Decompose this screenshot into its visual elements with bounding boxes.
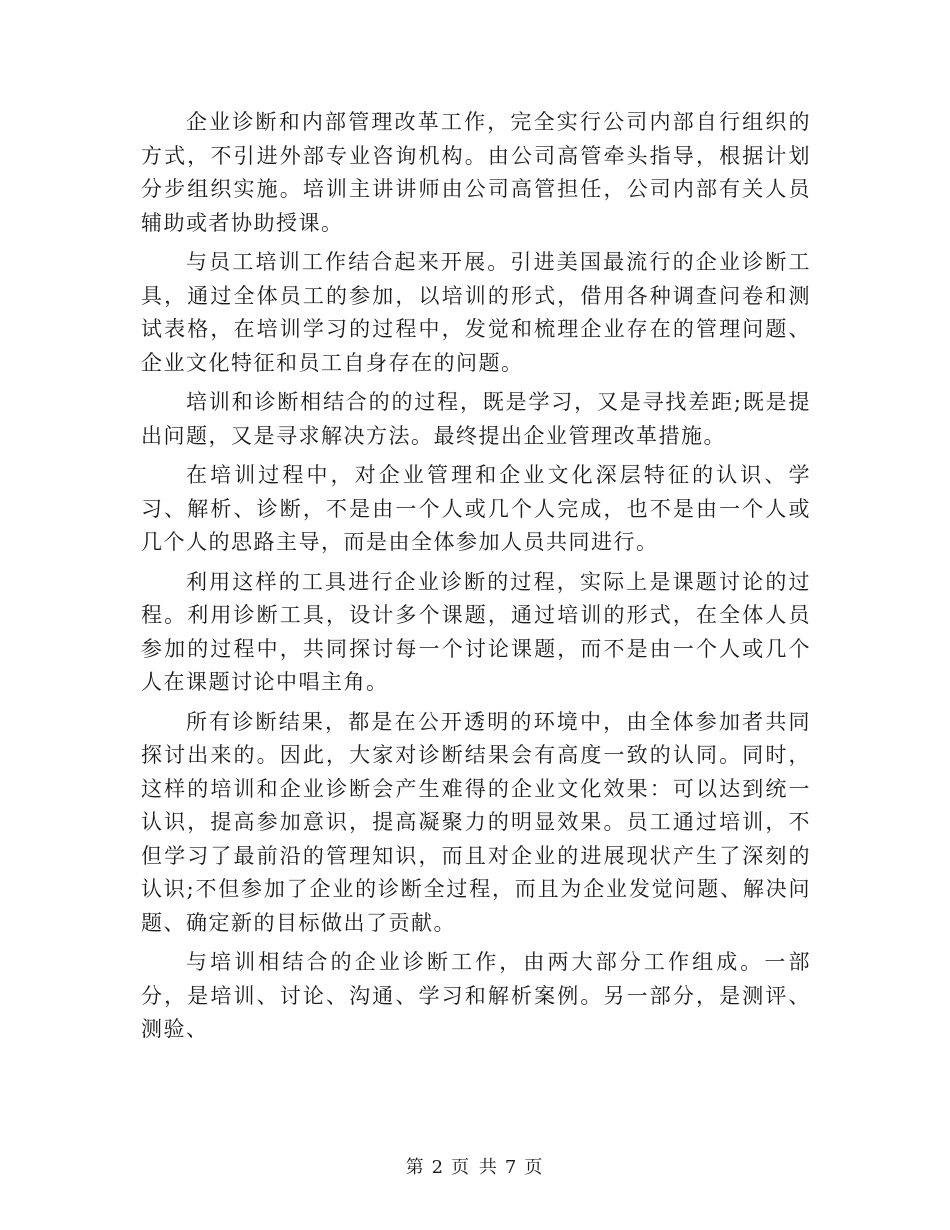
paragraph-6: 所有诊断结果，都是在公开透明的环境中，由全体参加者共同探讨出来的。因此，大家对诊断结果会有高度一致的认同。同时，这样的培训和企业诊断会产生难得的企业文化效果：可以达到统一认识，提高参加意识，提高凝聚力的明显效果。员工通过培训，不但学习了最前沿的管理知识，而且对企业的进展现状产生了深刻的认识;不但参加了企业的诊断全过程，而且为企业发觉问题、解决问题、确定新的目标做出了贡献。 <box>141 709 811 935</box>
footer-suffix: 页 <box>524 1157 545 1178</box>
paragraph-2: 与员工培训工作结合起来开展。引进美国最流行的企业诊断工具，通过全体员工的参加，以培训的形式，借用各种调查问卷和测试表格，在培训学习的过程中，发觉和梳理企业存在的管理问题、企业文化特征和员工自身存在的问题。 <box>141 250 811 375</box>
footer-total-pages: 7 <box>504 1157 519 1178</box>
document-body <box>141 106 811 1053</box>
paragraph-1: 企业诊断和内部管理改革工作，完全实行公司内部自行组织的方式，不引进外部专业咨询机构。由公司高管牵头指导，根据计划分步组织实施。培训主讲讲师由公司高管担任，公司内部有关人员辅助或者协助授课。 <box>141 110 811 235</box>
footer-middle: 页 共 <box>451 1157 499 1178</box>
footer-current-page: 2 <box>431 1157 446 1178</box>
paragraph-4: 在培训过程中，对企业管理和企业文化深层特征的认识、学习、解析、诊断，不是由一个人或几个人完成，也不是由一个人或几个人的思路主导，而是由全体参加人员共同进行。 <box>141 463 811 554</box>
footer-prefix: 第 <box>405 1157 426 1178</box>
paragraph-3: 培训和诊断相结合的的过程，既是学习，又是寻找差距;既是提出问题，又是寻求解决方法。最终提出企业管理改革措施。 <box>141 390 811 448</box>
page-number-footer <box>0 1153 950 1179</box>
paragraph-5: 利用这样的工具进行企业诊断的过程，实际上是课题讨论的过程。利用诊断工具，设计多个课题，通过培训的形式，在全体人员参加的过程中，共同探讨每一个讨论课题，而不是由一个人或几个人在课题讨论中唱主角。 <box>141 569 811 694</box>
paragraph-7: 与培训相结合的企业诊断工作，由两大部分工作组成。一部分，是培训、讨论、沟通、学习和解析案例。另一部分，是测评、测验、 <box>141 950 811 1041</box>
